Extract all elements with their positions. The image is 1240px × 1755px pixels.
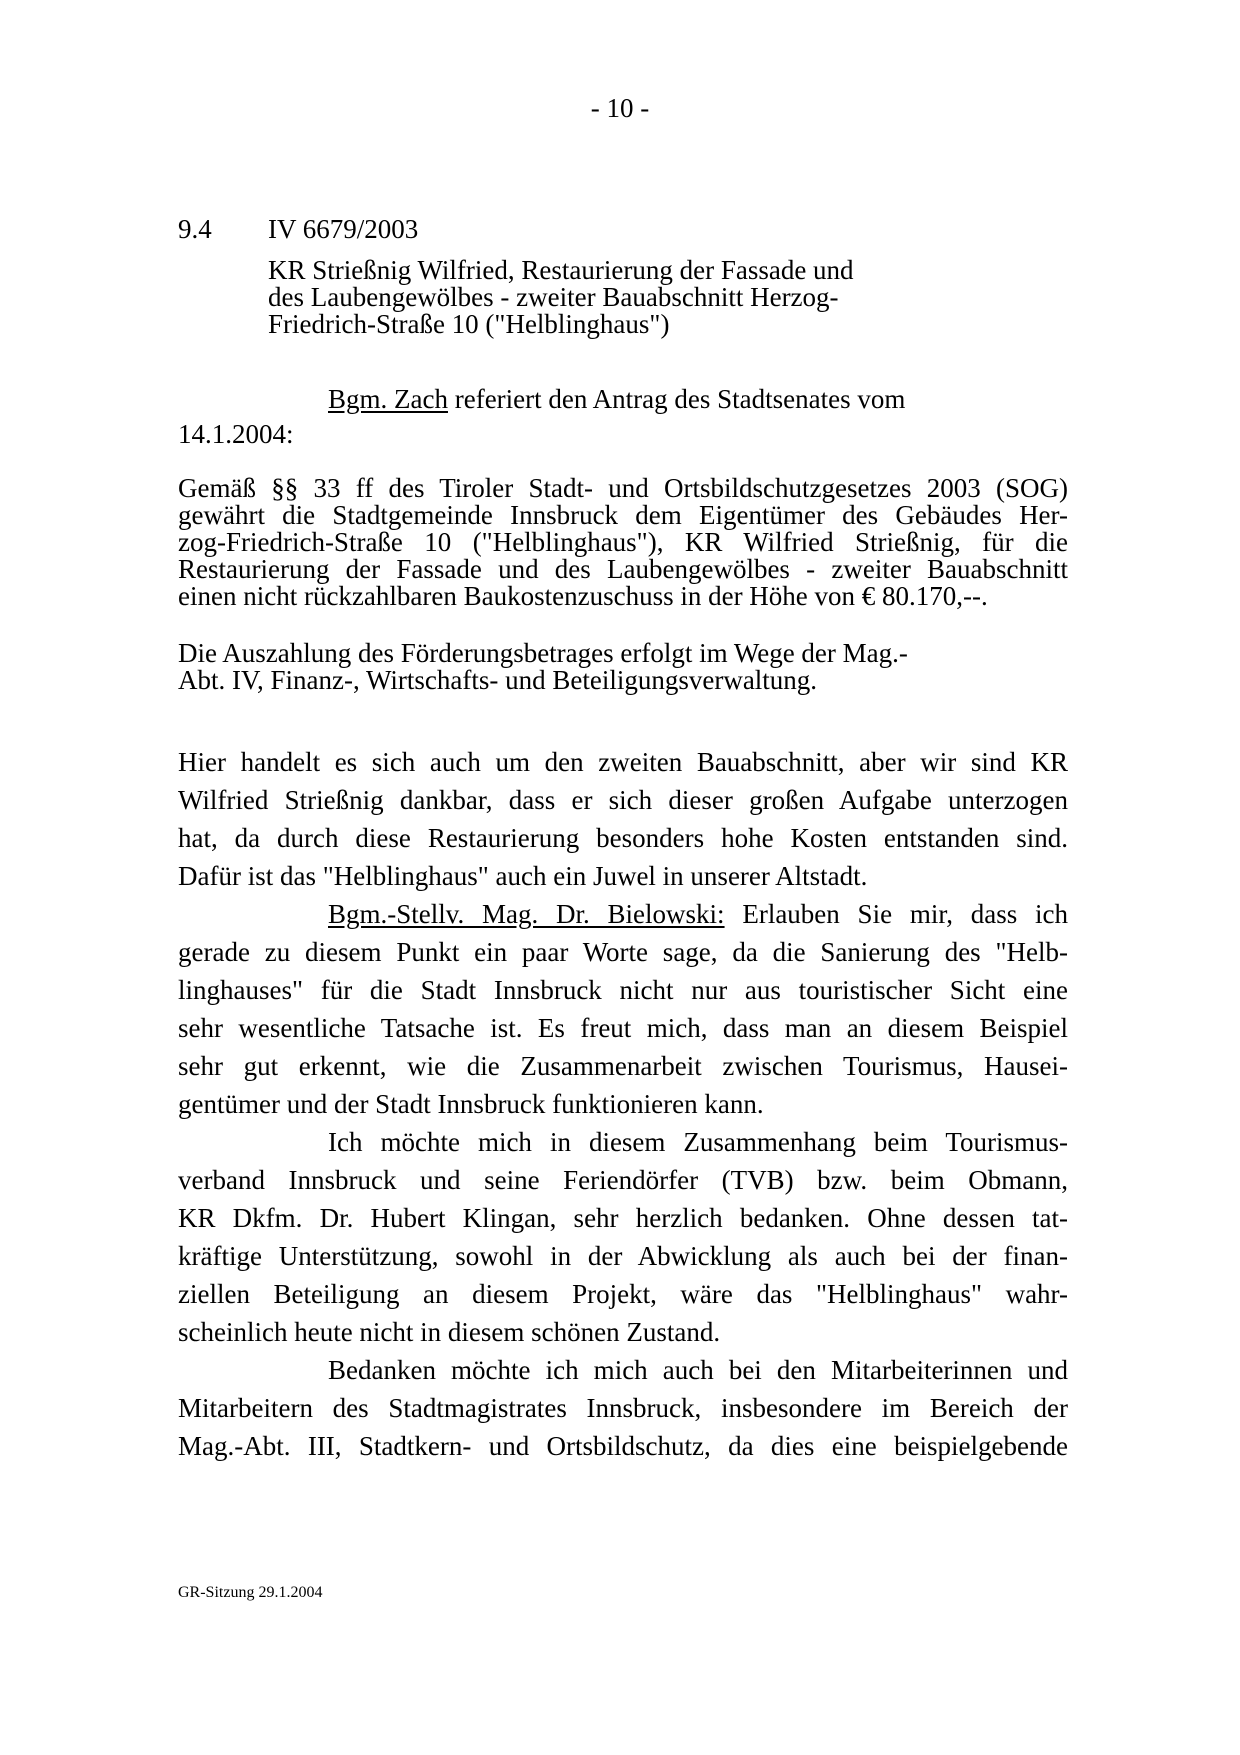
text-line: kräftige Unterstützung, sowohl in der Abwicklung als auch bei der finan- [178, 1241, 1068, 1271]
motion-intro-text: referiert den Antrag des Stadtsenates vom [447, 384, 906, 414]
text-line: Wilfried Strießnig dankbar, dass er sich dieser großen Aufgabe unterzogen [178, 785, 1068, 815]
text-line: ziellen Beteiligung an diesem Projekt, wäre das "Helblinghaus" wahr- [178, 1279, 1068, 1309]
agenda-item-reference: IV 6679/2003 [268, 214, 419, 244]
text-line: gewährt die Stadtgemeinde Innsbruck dem Eigentümer des Gebäudes Her- [178, 500, 1068, 530]
agenda-item-title [268, 257, 968, 338]
text-line: gerade zu diesem Punkt ein paar Worte sage, da die Sanierung des "Helb- [178, 937, 1068, 967]
motion-date: 14.1.2004: [178, 419, 294, 449]
motion-intro [328, 383, 905, 415]
text-line: KR Dkfm. Dr. Hubert Klingan, sehr herzlich bedanken. Ohne dessen tat- [178, 1203, 1068, 1233]
page-footer: GR-Sitzung 29.1.2004 [178, 1584, 323, 1601]
text-line: sehr gut erkennt, wie die Zusammenarbeit zwischen Tourismus, Hausei- [178, 1051, 1068, 1081]
speaker-line [178, 895, 1068, 933]
text-line: einen nicht rückzahlbaren Baukostenzuschuss in der Höhe von € 80.170,--. [178, 581, 988, 611]
text-line: Hier handelt es sich auch um den zweiten Bauabschnitt, aber wir sind KR [178, 747, 1068, 777]
text-line: Ich möchte mich in diesem Zusammenhang beim Tourismus- [328, 1127, 1068, 1157]
discussion-paragraph-4 [178, 1351, 1068, 1465]
text-line: verband Innsbruck und seine Feriendörfer (TVB) bzw. beim Obmann, [178, 1165, 1068, 1195]
agenda-item-number: 9.4 [178, 214, 212, 244]
text-line: Die Auszahlung des Förderungsbetrages erfolgt im Wege der Mag.- [178, 638, 908, 668]
text-line: Mitarbeitern des Stadtmagistrates Innsbruck, insbesondere im Bereich der [178, 1393, 1068, 1423]
text-line: Gemäß §§ 33 ff des Tiroler Stadt- und Ortsbildschutzgesetzes 2003 (SOG) [178, 473, 1068, 503]
speaker-line-text: Erlauben Sie mir, dass ich [724, 899, 1069, 929]
text-line: zog-Friedrich-Straße 10 ("Helblinghaus"), KR Wilfried Strießnig, für die [178, 527, 1068, 557]
motion-paragraph-2 [178, 640, 1068, 694]
text-line: hat, da durch diese Restaurierung besonders hohe Kosten entstanden sind. [178, 823, 1068, 853]
discussion-paragraph-2 [178, 895, 1068, 1123]
speaker-name: Bgm.-Stellv. Mag. Dr. Bielowski: [328, 899, 725, 929]
text-line: Mag.-Abt. III, Stadtkern- und Ortsbildschutz, da dies eine beispielgebende [178, 1431, 1068, 1461]
title-line: des Laubengewölbes - zweiter Bauabschnitt Herzog- [268, 282, 839, 312]
speaker-name: Bgm. Zach [328, 384, 448, 414]
discussion-paragraph-1 [178, 743, 1068, 895]
text-line: Dafür ist das "Helblinghaus" auch ein Juwel in unserer Altstadt. [178, 861, 868, 891]
text-line: Bedanken möchte ich mich auch bei den Mitarbeiterinnen und [328, 1355, 1068, 1385]
text-line: linghauses" für die Stadt Innsbruck nicht nur aus touristischer Sicht eine [178, 975, 1068, 1005]
text-line: scheinlich heute nicht in diesem schönen Zustand. [178, 1317, 721, 1347]
page-number: - 10 - [590, 93, 650, 123]
text-line: Abt. IV, Finanz-, Wirtschafts- und Beteiligungsverwaltung. [178, 665, 818, 695]
title-line: KR Strießnig Wilfried, Restaurierung der Fassade und [268, 255, 854, 285]
motion-paragraph-1 [178, 475, 1068, 610]
text-line: gentümer und der Stadt Innsbruck funktionieren kann. [178, 1089, 764, 1119]
text-line: Restaurierung der Fassade und des Laubengewölbes - zweiter Bauabschnitt [178, 554, 1068, 584]
discussion-paragraph-3 [178, 1123, 1068, 1351]
title-line: Friedrich-Straße 10 ("Helblinghaus") [268, 309, 670, 339]
text-line: sehr wesentliche Tatsache ist. Es freut mich, dass man an diesem Beispiel [178, 1013, 1068, 1043]
